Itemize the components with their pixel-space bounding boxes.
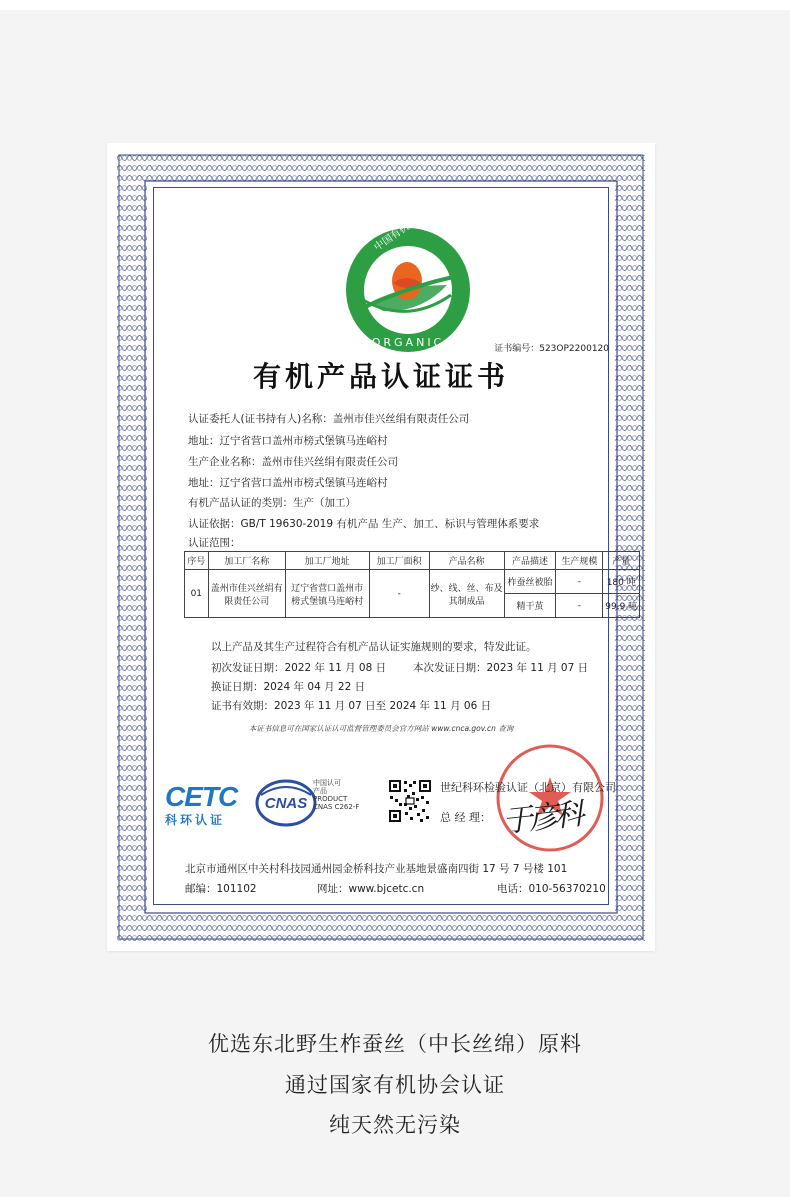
postcode-label: 邮编： (185, 883, 217, 895)
client-label: 认证委托人(证书持有人)名称： (188, 413, 333, 425)
cetc-logo-text: CETC (165, 781, 238, 812)
row-output: 99.9 吨 (603, 594, 640, 618)
first-issue-label: 初次发证日期： (211, 662, 285, 674)
statement: 以上产品及其生产过程符合有机产品认证实施规则的要求，特发此证。 (211, 641, 537, 653)
table-header: 产量 (603, 552, 640, 570)
table-header: 产品名称 (429, 552, 504, 570)
client-address-value: 辽宁省营口盖州市榜式堡镇马连峪村 (219, 435, 388, 447)
table-row (185, 570, 640, 594)
caption-line-1: 优选东北野生柞蚕丝（中长丝绵）原料 (208, 1032, 582, 1056)
qr-code (388, 779, 432, 823)
this-issue-value: 2023 年 11 月 07 日 (486, 662, 589, 674)
basis-value: GB/T 19630-2019 有机产品 生产、加工、标识与管理体系要求 (240, 518, 540, 530)
cnas-text-line: CNAS C262-F (313, 803, 360, 811)
cnas-text-line: 中国认可 (313, 779, 341, 787)
producer-address-value: 辽宁省营口盖州市榜式堡镇马连峪村 (219, 477, 388, 489)
organic-product-logo (343, 225, 473, 355)
this-issue-date (413, 660, 588, 675)
cnas-logo-text: CNAS (264, 795, 308, 812)
postcode-value: 101102 (216, 883, 257, 895)
phone-value: 010-56370210 (528, 883, 606, 895)
row-product-name: 纱、线、丝、布及其制成品 (429, 570, 504, 618)
validity-label: 证书有效期： (211, 700, 274, 712)
website-label: 网址： (317, 883, 349, 895)
scope-table (184, 551, 640, 618)
row-area: - (369, 570, 429, 618)
table-header: 加工厂地址 (285, 552, 369, 570)
cert-no-value: 523OP2200120 (539, 344, 609, 354)
row-description: 精干茧 (504, 594, 556, 618)
table-header-row (185, 552, 640, 570)
validity-value: 2023 年 11 月 07 日至 2024 年 11 月 06 日 (274, 700, 492, 712)
cert-no-label: 证书编号： (494, 344, 540, 354)
renewal-date (211, 679, 365, 694)
cnas-accreditation-text (313, 779, 359, 811)
cetc-logo-subtitle: 科环认证 (165, 813, 226, 827)
postcode (185, 881, 257, 896)
issuer-name: 世纪科环检验认证（北京）有限公司 (440, 781, 616, 794)
website-value: www.bjcetc.cn (348, 883, 425, 895)
caption-line-2: 通过国家有机协会认证 (285, 1073, 505, 1097)
cetc-logo (165, 781, 237, 828)
first-issue-value: 2022 年 11 月 08 日 (284, 662, 387, 674)
category-line (188, 495, 356, 510)
producer-address-label: 地址： (188, 477, 220, 489)
validity-period (211, 698, 491, 713)
row-factory-name: 盖州市佳兴丝绢有限责任公司 (208, 570, 285, 618)
first-issue-date (211, 660, 386, 675)
cnas-text-line: PRODUCT (313, 795, 348, 803)
phone (497, 881, 606, 896)
table-header: 加工厂名称 (208, 552, 285, 570)
renewal-label: 换证日期： (211, 681, 264, 693)
logo-bottom-text: ORGANIC (371, 336, 445, 349)
client-value: 盖州市佳兴丝绢有限责任公司 (332, 413, 470, 425)
scope-label: 认证范围： (188, 537, 241, 549)
verification-notice: 本证书信息可在国家认证认可监督管理委员会官方网站 www.cnca.gov.cn 查询 (248, 724, 514, 733)
row-factory-address: 辽宁省营口盖州市榜式堡镇马连峪村 (285, 570, 369, 618)
producer-value: 盖州市佳兴丝绢有限责任公司 (261, 456, 398, 468)
client-line (188, 411, 469, 426)
row-scale: - (556, 594, 603, 618)
renewal-value: 2024 年 04 月 22 日 (263, 681, 366, 693)
certificate-image (107, 143, 655, 951)
client-address-label: 地址： (188, 435, 220, 447)
producer-label: 生产企业名称： (188, 456, 262, 468)
certificate-title: 有机产品认证证书 (252, 360, 509, 393)
cnas-logo (255, 777, 317, 829)
producer-line (188, 454, 398, 469)
client-address-line (188, 433, 388, 448)
this-issue-label: 本次发证日期： (413, 662, 487, 674)
table-header: 产品描述 (504, 552, 556, 570)
row-no: 01 (185, 570, 209, 618)
signature: 于彦科 (500, 797, 582, 840)
producer-address-line (188, 475, 388, 490)
issuer-address: 北京市通州区中关村科技园通州园金桥科技产业基地景盛南四街 17 号 7 号楼 101 (185, 863, 568, 875)
basis-line (188, 516, 539, 531)
cnas-text-line: 产品 (313, 787, 327, 795)
general-manager-label: 总 经 理： (440, 811, 491, 824)
table-header: 序号 (185, 552, 209, 570)
caption-line-3: 纯天然无污染 (329, 1113, 461, 1137)
row-output: 180 吨 (603, 570, 640, 594)
table-header: 加工厂面积 (369, 552, 429, 570)
category-label: 有机产品认证的类别： (188, 497, 293, 509)
phone-label: 电话： (497, 883, 529, 895)
basis-label: 认证依据： (188, 518, 241, 530)
category-value: 生产（加工） (293, 497, 356, 509)
website (317, 881, 424, 896)
row-scale: - (556, 570, 603, 594)
table-header: 生产规模 (556, 552, 603, 570)
top-strip (0, 0, 790, 10)
row-description: 柞蚕丝被胎 (504, 570, 556, 594)
certificate-number (494, 341, 609, 354)
